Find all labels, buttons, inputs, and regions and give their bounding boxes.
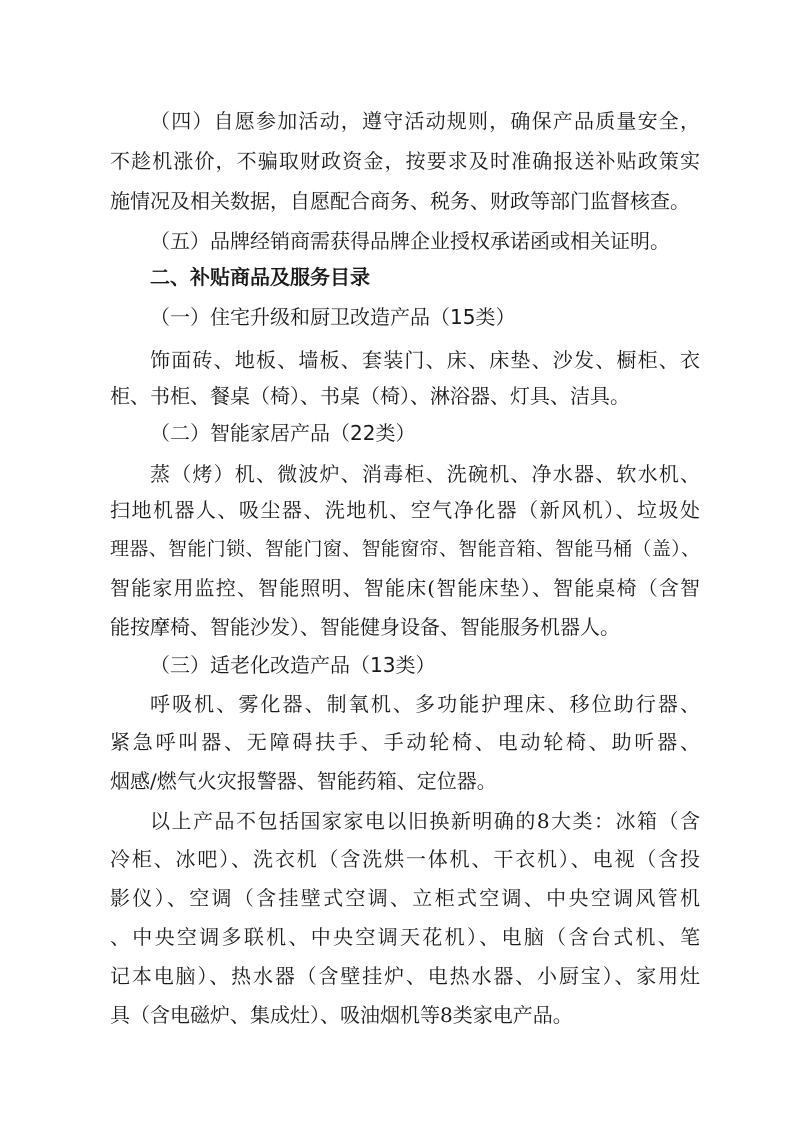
category-2-line-3: 理器、智能门锁、智能门窗、智能窗帘、智能音箱、智能马桶（盖）、 [110, 538, 700, 560]
exclusion-note-line-3: 影仪）、空调（含挂壁式空调、立柜式空调、中央空调风管机 [110, 886, 700, 910]
category-2-line-1: 蒸（烤）机、微波炉、消毒柜、洗碗机、净水器、软水机、 [150, 462, 700, 486]
category-3-line-1: 呼吸机、雾化器、制氧机、多功能护理床、移位助行器、 [150, 692, 700, 716]
category-1-heading: （一）住宅升级和厨卫改造产品（15类） [150, 305, 516, 329]
category-2-heading: （二）智能家居产品（22类） [150, 421, 416, 445]
category-1-line-2: 柜、书柜、餐桌（椅）、书桌（椅）、淋浴器、灯具、洁具。 [110, 384, 630, 408]
category-2-line-4: 智能家用监控、智能照明、智能床(智能床垫）、智能桌椅（含智 [110, 576, 700, 600]
exclusion-note-line-1: 以上产品不包括国家家电以旧换新明确的8大类：冰箱（含 [150, 809, 700, 833]
exclusion-note-line-5: 记本电脑）、热水器（含壁挂炉、电热水器、小厨宝）、家用灶 [110, 964, 700, 988]
exclusion-note-line-2: 冷柜、冰吧）、洗衣机（含洗烘一体机、干衣机）、电视（含投 [110, 847, 700, 871]
paragraph-4-line-1: （四）自愿参加活动，遵守活动规则，确保产品质量安全， [150, 109, 700, 133]
category-2-line-5: 能按摩椅、智能沙发）、智能健身设备、智能服务机器人。 [110, 615, 620, 639]
category-1-line-1: 饰面砖、地板、墙板、套装门、床、床垫、沙发、橱柜、衣 [150, 348, 700, 372]
category-3-heading: （三）适老化改造产品（13类） [150, 653, 436, 677]
paragraph-4-line-3: 施情况及相关数据，自愿配合商务、税务、财政等部门监督核查。 [110, 189, 690, 213]
exclusion-note-line-6: 具（含电磁炉、集成灶）、吸油烟机等8类家电产品。 [110, 1003, 573, 1027]
paragraph-4-line-2: 不趁机涨价，不骗取财政资金，按要求及时准确报送补贴政策实 [110, 149, 700, 173]
category-2-line-2: 扫地机器人、吸尘器、洗地机、空气净化器（新风机）、垃圾处 [110, 498, 700, 522]
section-heading: 二、补贴商品及服务目录 [150, 265, 370, 289]
category-3-line-3: 烟感/燃气火灾报警器、智能药箱、定位器。 [110, 769, 497, 793]
paragraph-5-line-1: （五）品牌经销商需获得品牌企业授权承诺函或相关证明。 [150, 229, 670, 253]
category-3-line-2: 紧急呼叫器、无障碍扶手、手动轮椅、电动轮椅、助听器、 [110, 730, 700, 754]
exclusion-note-line-4: 、中央空调多联机、中央空调天花机）、电脑（含台式机、笔 [110, 925, 700, 949]
